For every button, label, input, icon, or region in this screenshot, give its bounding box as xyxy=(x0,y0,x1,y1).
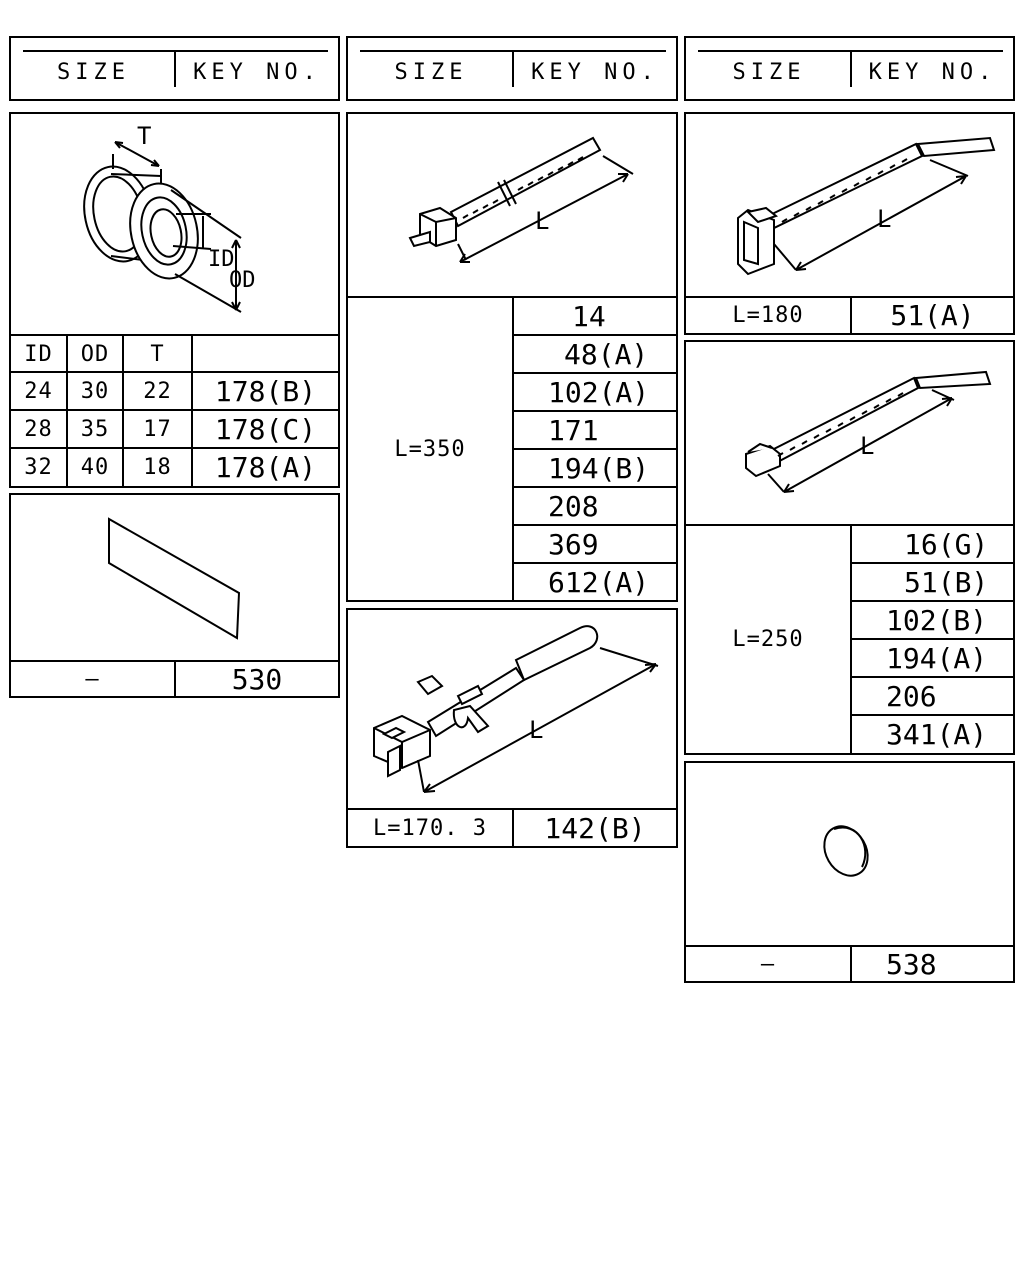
key-no-header: KEY NO. xyxy=(193,59,321,85)
tie-350-key-5: 194(B) xyxy=(548,451,650,485)
grommet-row3-key: 178(A) xyxy=(214,450,317,484)
tie-350-l-label: L xyxy=(535,207,550,235)
tie-180-panel xyxy=(684,112,1015,335)
key-no-header: KEY NO. xyxy=(531,59,659,85)
grommet-row1-id: 24 xyxy=(24,378,53,404)
terminal-l-label: L xyxy=(529,716,544,744)
col-t-header: T xyxy=(150,341,165,367)
terminal-panel xyxy=(346,608,678,848)
header-col2 xyxy=(346,36,678,101)
grommet-od-label: OD xyxy=(229,268,256,293)
tie-350-key-6: 208 xyxy=(548,489,599,523)
grommet-row2-t: 17 xyxy=(143,416,172,442)
terminal-size: L=170. 3 xyxy=(373,815,487,841)
plug-key: 538 xyxy=(886,947,937,981)
header-col1 xyxy=(9,36,340,101)
size-header: SIZE xyxy=(57,59,130,85)
pad-size: — xyxy=(85,666,100,692)
size-header: SIZE xyxy=(394,59,468,85)
plug-size: — xyxy=(760,951,776,977)
pad-illustration xyxy=(11,495,338,660)
terminal-illustration xyxy=(348,610,676,808)
tie-350-key-2: 48(A) xyxy=(564,337,649,371)
key-no-header: KEY NO. xyxy=(868,59,997,85)
plug-panel xyxy=(684,761,1015,983)
tie-350-key-4: 171 xyxy=(548,413,599,447)
grommet-row1-od: 30 xyxy=(80,378,110,404)
grommet-row2-od: 35 xyxy=(80,416,110,442)
size-header: SIZE xyxy=(732,59,806,85)
tie-250-key-2: 51(B) xyxy=(904,565,989,599)
tie-350-size: L=350 xyxy=(394,436,466,462)
grommet-row2-id: 28 xyxy=(24,416,53,442)
grommet-row2-key: 178(C) xyxy=(214,412,317,446)
grommet-table xyxy=(11,334,338,486)
grommet-illustration xyxy=(11,114,338,334)
pad-panel xyxy=(9,493,340,698)
tie-350-panel xyxy=(346,112,678,602)
header-col3 xyxy=(684,36,1015,101)
tie-250-key-6: 341(A) xyxy=(886,717,988,751)
tie-250-panel xyxy=(684,340,1015,755)
plug-illustration xyxy=(686,763,1013,945)
tie-250-l-label: L xyxy=(860,432,875,460)
grommet-id-label: ID xyxy=(208,247,235,272)
grommet-row1-key: 178(B) xyxy=(214,374,317,408)
grommet-row3-t: 18 xyxy=(143,454,172,480)
tie-350-key-1: 14 xyxy=(572,299,606,333)
tie-250-key-1: 16(G) xyxy=(904,527,989,561)
cable-tie-180-illustration xyxy=(686,114,1013,296)
tie-250-key-4: 194(A) xyxy=(886,641,988,675)
tie-180-key: 51(A) xyxy=(890,299,975,332)
grommet-row3-id: 32 xyxy=(24,454,53,480)
tie-350-key-7: 369 xyxy=(548,527,599,561)
cable-tie-250-illustration xyxy=(686,342,1013,524)
tie-250-key-list xyxy=(852,526,1013,753)
col-id-header: ID xyxy=(24,341,53,367)
tie-250-key-5: 206 xyxy=(886,679,937,713)
pad-key: 530 xyxy=(231,662,283,696)
grommet-row1-t: 22 xyxy=(143,378,172,404)
cable-tie-illustration xyxy=(348,114,676,296)
tie-350-key-list xyxy=(514,298,676,600)
tie-250-size: L=250 xyxy=(732,627,804,652)
tie-180-l-label: L xyxy=(877,205,892,233)
tie-250-key-3: 102(B) xyxy=(886,603,988,637)
tie-180-size: L=180 xyxy=(732,303,804,328)
grommet-row3-od: 40 xyxy=(80,454,110,480)
tie-350-key-8: 612(A) xyxy=(548,565,650,599)
terminal-key: 142(B) xyxy=(544,811,646,845)
col-od-header: OD xyxy=(80,341,110,367)
grommet-panel xyxy=(9,112,340,488)
grommet-t-label: T xyxy=(137,122,152,150)
tie-350-key-3: 102(A) xyxy=(548,375,650,409)
